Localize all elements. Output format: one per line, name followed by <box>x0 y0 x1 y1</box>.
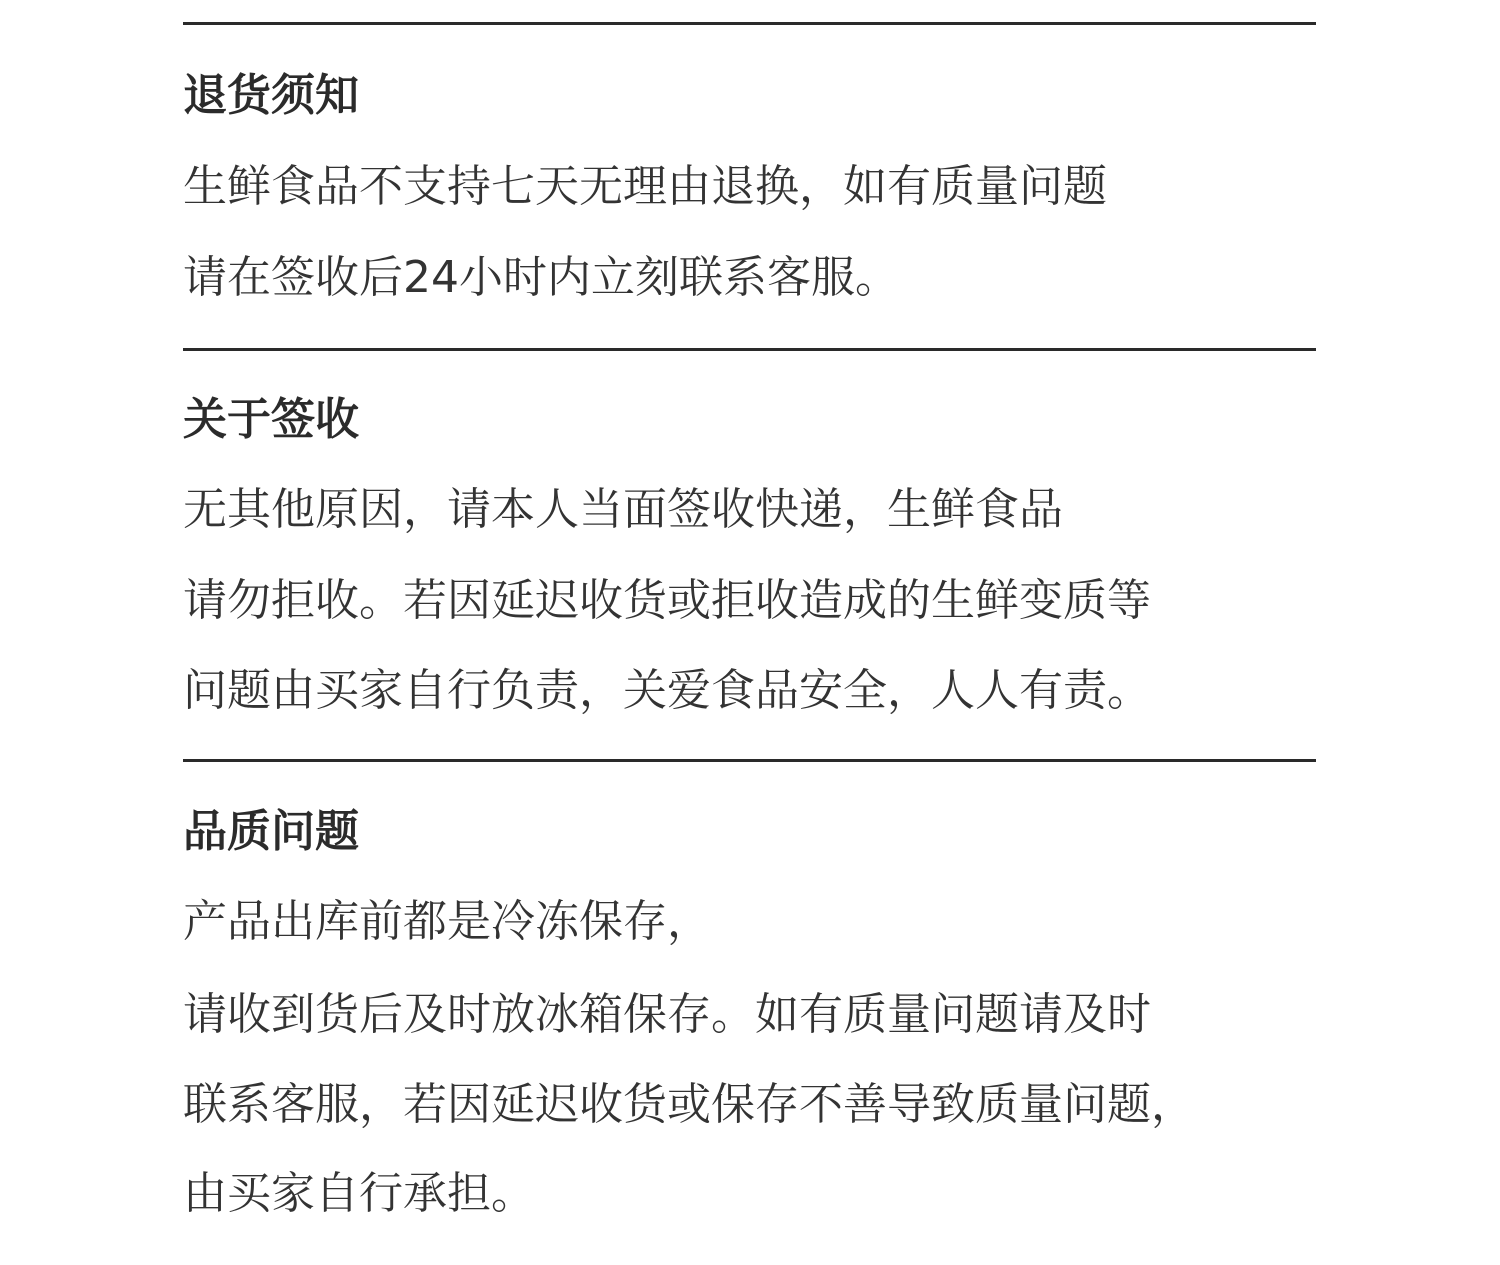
section-text-line: 产品出库前都是冷冻保存， <box>183 896 711 947</box>
section-divider <box>183 759 1316 762</box>
section-text-line: 无其他原因，请本人当面签收快递，生鲜食品 <box>183 484 1063 535</box>
section-text-line: 生鲜食品不支持七天无理由退换，如有质量问题 <box>183 161 1107 212</box>
section-text-line: 由买家自行承担。 <box>183 1168 535 1219</box>
section-text-line: 问题由买家自行负责，关爱食品安全，人人有责。 <box>183 665 1151 716</box>
section-text-line: 请在签收后24小时内立刻联系客服。 <box>183 252 899 303</box>
section-heading-receiving: 关于签收 <box>183 394 359 445</box>
section-text-line: 联系客服，若因延迟收货或保存不善导致质量问题， <box>183 1079 1195 1130</box>
section-text-line: 请收到货后及时放冰箱保存。如有质量问题请及时 <box>183 989 1151 1040</box>
section-text-line: 请勿拒收。若因延迟收货或拒收造成的生鲜变质等 <box>183 575 1151 626</box>
section-heading-quality-issues: 品质问题 <box>183 806 359 857</box>
section-divider <box>183 22 1316 25</box>
section-heading-return-policy: 退货须知 <box>183 70 359 121</box>
section-divider <box>183 348 1316 351</box>
